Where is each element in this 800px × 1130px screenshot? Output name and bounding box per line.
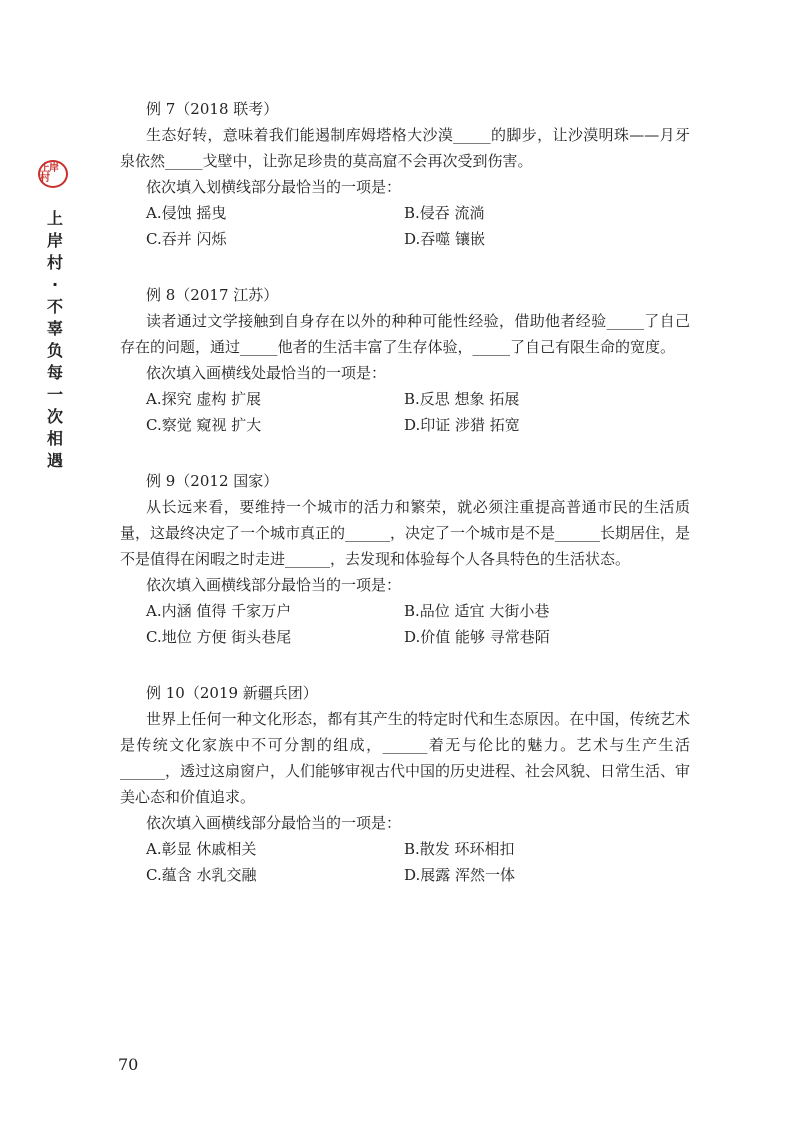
brand-seal <box>38 160 68 188</box>
option-c: C.吞并 闪烁 <box>146 230 227 248</box>
page-content <box>120 96 690 918</box>
option-a: A.内涵 值得 千家万户 <box>146 602 292 620</box>
option-c: C.蕴含 水乳交融 <box>146 866 257 884</box>
option-b: B.品位 适宜 大街小巷 <box>404 602 550 620</box>
option-a: A.侵蚀 摇曳 <box>146 204 227 222</box>
question-stem: 从长远来看，要维持一个城市的活力和繁荣，就必须注重提高普通市民的生活质量，这最终决定了一个城市真正的______，决定了一个城市是不是______长期居住，是不是值得在闲暇之时走进______，去发现和体验每个人各具特色的生活状态。 <box>120 498 691 568</box>
question-stem: 生态好转，意味着我们能遏制库姆塔格大沙漠_____的脚步，让沙漠明珠——月牙泉依然_____戈壁中，让弥足珍贵的莫高窟不会再次受到伤害。 <box>120 126 690 170</box>
example-title: 例 8（2017 江苏） <box>146 286 279 304</box>
example-9 <box>120 468 690 650</box>
brand-seal-text: 上岸村 <box>40 163 58 184</box>
option-c: C.地位 方便 街头巷尾 <box>146 628 292 646</box>
example-8 <box>120 282 690 438</box>
answer-options <box>120 598 690 650</box>
question-stem: 读者通过文学接触到自身存在以外的种种可能性经验，借助他者经验_____了自己存在的问题，通过_____他者的生活丰富了生存体验，_____了自己有限生命的宽度。 <box>120 312 690 356</box>
question-instruction: 依次填入画横线部分最恰当的一项是： <box>146 814 402 832</box>
example-7 <box>120 96 690 252</box>
option-b: B.侵吞 流淌 <box>404 204 485 222</box>
question-stem: 世界上任何一种文化形态，都有其产生的特定时代和生态原因。在中国，传统艺术是传统文化家族中不可分割的组成，______着无与伦比的魅力。艺术与生产生活______，透过这扇窗户，人们能够审视古代中国的历史进程、社会风貌、日常生活、审美心态和价值追求。 <box>120 710 691 806</box>
option-c: C.察觉 窥视 扩大 <box>146 416 262 434</box>
option-d: D.印证 涉猎 拓宽 <box>404 416 520 434</box>
option-a: A.探究 虚构 扩展 <box>146 390 262 408</box>
answer-options <box>120 200 690 252</box>
example-title: 例 9（2012 国家） <box>146 472 279 490</box>
page-number: 70 <box>118 1055 139 1074</box>
question-instruction: 依次填入画横线处最恰当的一项是： <box>146 364 387 382</box>
example-title: 例 10（2019 新疆兵团） <box>146 684 318 702</box>
answer-options <box>120 836 690 888</box>
example-10 <box>120 680 690 888</box>
option-a: A.彰显 休戚相关 <box>146 840 257 858</box>
example-title: 例 7（2018 联考） <box>146 100 279 118</box>
option-d: D.价值 能够 寻常巷陌 <box>404 628 550 646</box>
option-b: B.散发 环环相扣 <box>404 840 515 858</box>
question-instruction: 依次填入划横线部分最恰当的一项是： <box>146 178 402 196</box>
question-instruction: 依次填入画横线部分最恰当的一项是： <box>146 576 402 594</box>
vertical-slogan: 上岸村·不辜负每一次相遇 <box>47 209 64 470</box>
answer-options <box>120 386 690 438</box>
option-d: D.展露 浑然一体 <box>404 866 516 884</box>
option-b: B.反思 想象 拓展 <box>404 390 520 408</box>
option-d: D.吞噬 镶嵌 <box>404 230 486 248</box>
